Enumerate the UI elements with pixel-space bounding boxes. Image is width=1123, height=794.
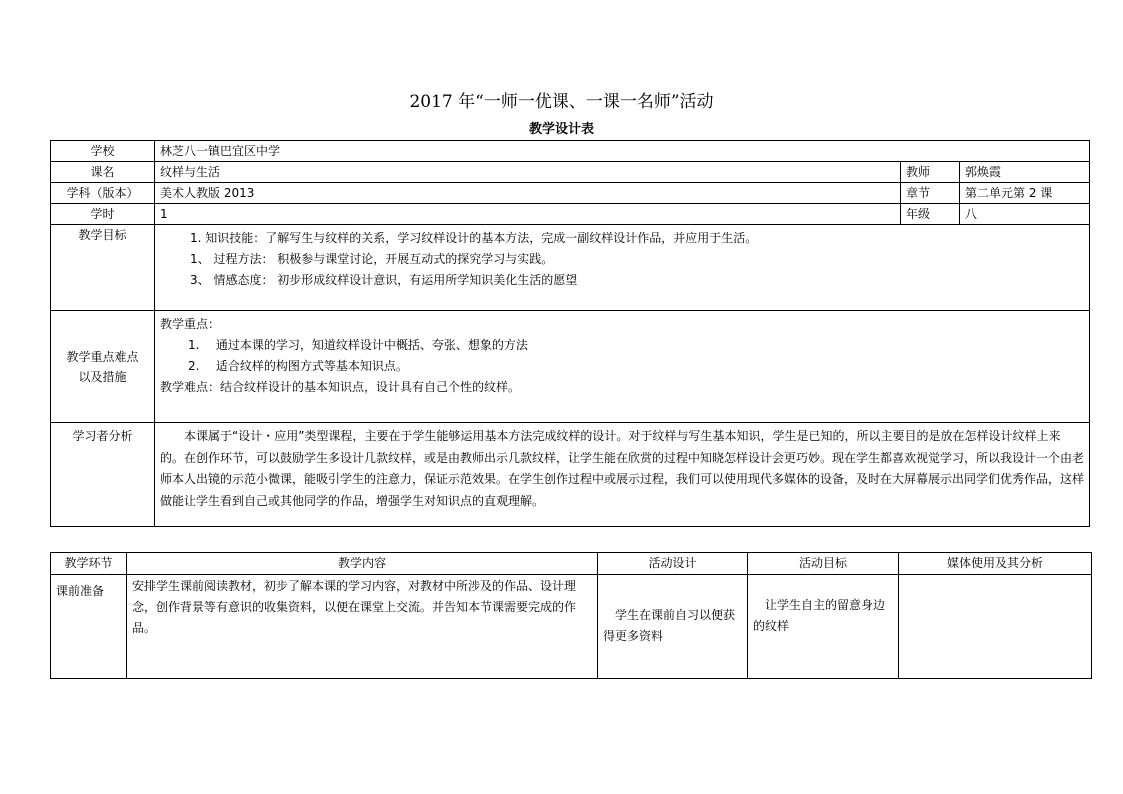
goal-line: 1. 知识技能：了解写生与纹样的关系，学习纹样设计的基本方法，完成一副纹样设计作品，并应用于生活。	[190, 231, 758, 245]
focus-item-text: 通过本课的学习，知道纹样设计中概括、夸张、想象的方法	[215, 338, 528, 352]
focus-item	[160, 335, 1084, 356]
media-cell	[899, 575, 1092, 679]
grade-value: 八	[960, 204, 1090, 225]
stage-cell: 课前准备	[51, 575, 127, 679]
goals-content	[155, 225, 1090, 311]
teacher-value: 郭焕霞	[960, 162, 1090, 183]
learner-label: 学习者分析	[51, 423, 155, 527]
header-goal: 活动目标	[748, 553, 899, 575]
focus-item	[160, 356, 1084, 377]
difficulty-text: 教学难点：结合纹样设计的基本知识点，设计具有自己个性的纹样。	[160, 380, 521, 394]
chapter-label: 章节	[901, 183, 960, 204]
focus-heading: 教学重点：	[160, 317, 221, 331]
subject-label: 学科（版本）	[51, 183, 155, 204]
school-value: 林芝八一镇巴宜区中学	[155, 141, 1090, 162]
header-activity: 活动设计	[598, 553, 748, 575]
teacher-label: 教师	[901, 162, 960, 183]
goal-line: 1、 过程方法： 积极参与课堂讨论，开展互动式的探究学习与实践。	[190, 252, 554, 266]
activity-cell: 学生在课前自习以便获得更多资料	[598, 575, 748, 679]
focus-item-text: 适合纹样的构图方式等基本知识点。	[215, 359, 408, 373]
key-points-label	[51, 311, 155, 423]
key-points-content	[155, 311, 1090, 423]
lesson-value: 纹样与生活	[155, 162, 901, 183]
hours-value: 1	[155, 204, 901, 225]
grade-label: 年级	[901, 204, 960, 225]
key-points-label-line: 以及措施	[78, 369, 127, 384]
header-stage: 教学环节	[51, 553, 127, 575]
header-media: 媒体使用及其分析	[899, 553, 1092, 575]
design-table	[50, 140, 1090, 527]
hours-label: 学时	[51, 204, 155, 225]
table-row	[51, 575, 1092, 679]
page-title: 2017 年“一师一优课、一课一名师”活动	[409, 92, 714, 112]
school-label: 学校	[51, 141, 155, 162]
goal-cell: 让学生自主的留意身边的纹样	[748, 575, 899, 679]
subject-value: 美术人教版 2013	[155, 183, 901, 204]
lesson-label: 课名	[51, 162, 155, 183]
process-table	[50, 552, 1092, 679]
content-cell: 安排学生课前阅读教材，初步了解本课的学习内容，对教材中所涉及的作品、设计理念，创作背景等有意识的收集资料，以便在课堂上交流。并告知本节课需要完成的作品。	[127, 575, 598, 679]
form-title: 教学设计表	[528, 122, 594, 137]
key-points-label-line: 教学重点难点	[66, 349, 139, 364]
header-content: 教学内容	[127, 553, 598, 575]
goal-line: 3、 情感态度： 初步形成纹样设计意识，有运用所学知识美化生活的愿望	[190, 273, 578, 287]
chapter-value: 第二单元第 2 课	[960, 183, 1090, 204]
learner-analysis-text: 本课属于“设计・应用”类型课程，主要在于学生能够运用基本方法完成纹样的设计。对于纹样与写生基本知识，学生是已知的，所以主要目的是放在怎样设计纹样上来的。在创作环节，可以鼓励学生多设计几款纹样，或是由教师出示几款纹样，让学生能在欣赏的过程中知晓怎样设计会更巧妙。现在学生都喜欢视觉学习，所以我设计一个由老师本人出镜的示范小微课，能吸引学生的注意力，保证示范效果。在学生创作过程中或展示过程，我们可以使用现代多媒体的设备，及时在大屏幕展示出同学们优秀作品，这样做能让学生看到自己或其他同学的作品，增强学生对知识点的直观理解。	[155, 423, 1090, 527]
goals-label: 教学目标	[51, 225, 155, 311]
focus-item-number: 2.	[188, 359, 200, 373]
focus-item-number: 1.	[188, 338, 200, 352]
